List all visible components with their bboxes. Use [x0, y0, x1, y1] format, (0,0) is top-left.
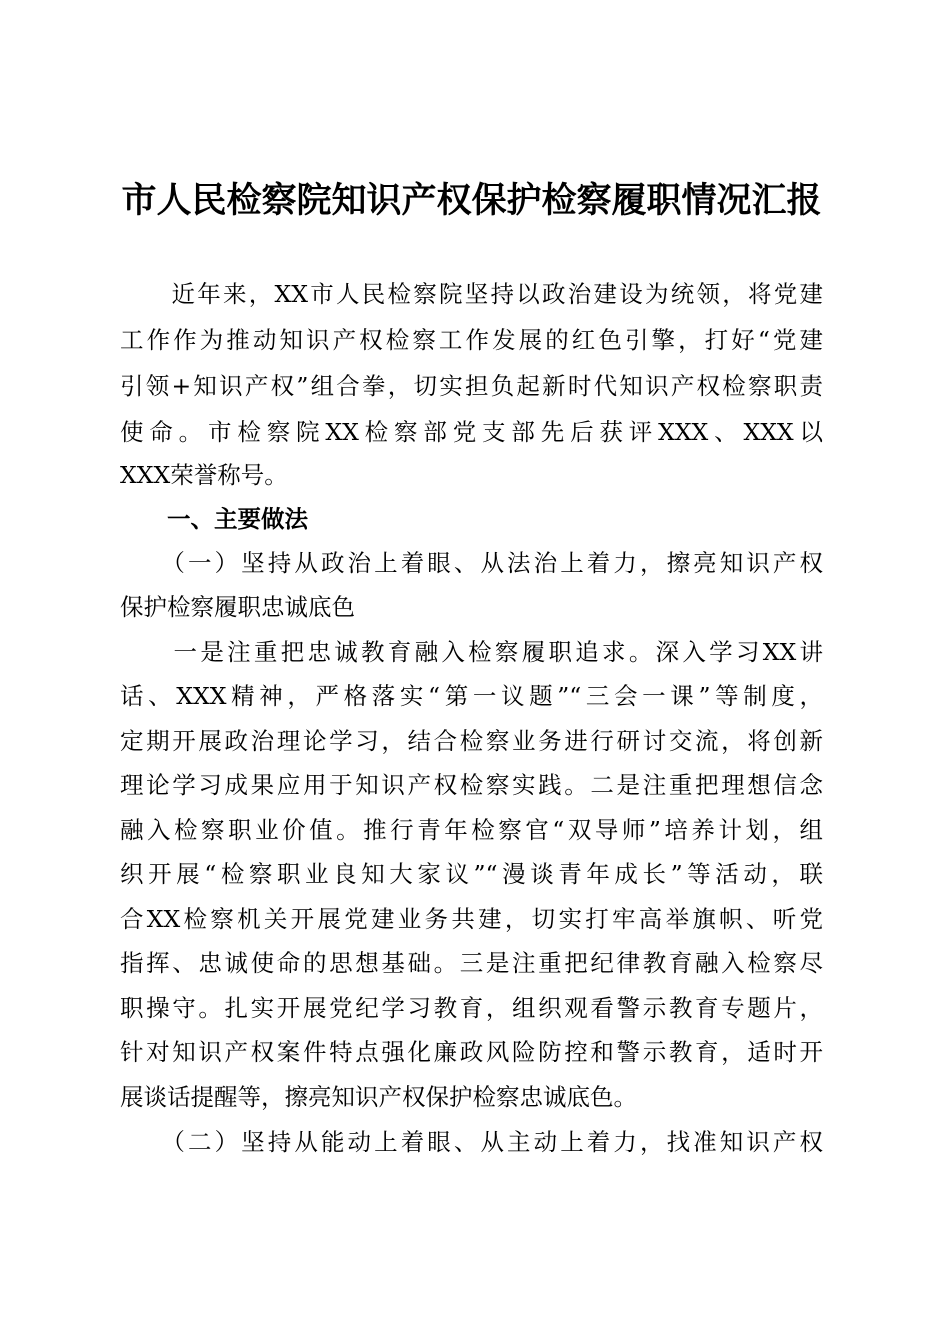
paragraph-line-4: 使命。市检察院XX检察部党支部先后获评XXX、XXX以 — [120, 418, 823, 446]
paragraph-line-18: 针对知识产权案件特点强化廉政风险防控和警示教育，适时开 — [120, 1038, 823, 1066]
paragraph-line-3: 引领+知识产权”组合拳，切实担负起新时代知识产权检察职责 — [120, 372, 823, 400]
subsection-heading-1-line-2: 保护检察履职忠诚底色 — [120, 593, 355, 621]
paragraph-line-17: 职操守。扎实开展党纪学习教育，组织观看警示教育专题片， — [120, 994, 823, 1022]
subsection-heading-1-line-1: （一）坚持从政治上着眼、从法治上着力，擦亮知识产权 — [120, 549, 823, 577]
paragraph-line-1: 近年来，XX市人民检察院坚持以政治建设为统领，将党建 — [120, 280, 823, 308]
subsection-heading-2-line-1: （二）坚持从能动上着眼、从主动上着力，找准知识产权 — [120, 1128, 823, 1156]
paragraph-line-10: 话、XXX精神，严格落实“第一议题”“三会一课”等制度， — [120, 682, 823, 710]
document-title: 市人民检察院知识产权保护检察履职情况汇报 — [121, 180, 822, 221]
paragraph-line-11: 定期开展政治理论学习，结合检察业务进行研讨交流，将创新 — [120, 727, 823, 755]
paragraph-line-15: 合XX检察机关开展党建业务共建，切实打牢高举旗帜、听党 — [120, 905, 823, 933]
paragraph-line-19: 展谈话提醒等，擦亮知识产权保护检察忠诚底色。 — [120, 1083, 637, 1111]
paragraph-line-12: 理论学习成果应用于知识产权检察实践。二是注重把理想信念 — [120, 771, 823, 799]
paragraph-line-5: XXX荣誉称号。 — [120, 461, 288, 489]
paragraph-line-14: 织开展“检察职业良知大家议”“漫谈青年成长”等活动，联 — [120, 860, 823, 888]
paragraph-line-9: 一是注重把忠诚教育融入检察履职追求。深入学习XX讲 — [120, 638, 823, 666]
paragraph-line-2: 工作作为推动知识产权检察工作发展的红色引擎，打好“党建 — [120, 326, 823, 354]
paragraph-line-13: 融入检察职业价值。推行青年检察官“双导师”培养计划，组 — [120, 816, 823, 844]
document-page — [120, 0, 823, 1344]
paragraph-line-16: 指挥、忠诚使命的思想基础。三是注重把纪律教育融入检察尽 — [120, 949, 823, 977]
section-heading-1: 一、主要做法 — [120, 505, 308, 533]
